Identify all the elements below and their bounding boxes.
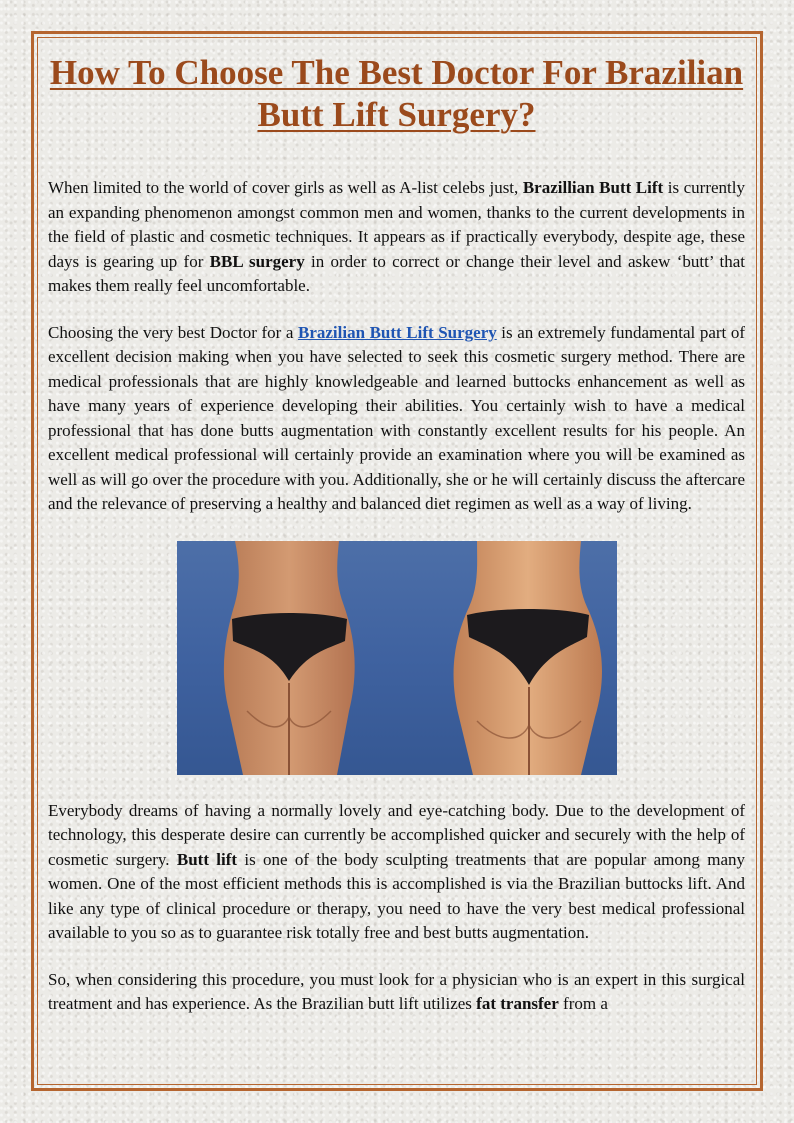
paragraph-choosing	[48, 321, 745, 517]
paragraph-everybody-dreams	[48, 799, 745, 946]
brazilian-butt-lift-surgery-link[interactable]: Brazilian Butt Lift Surgery	[297, 322, 497, 342]
before-figure	[223, 541, 354, 775]
text-run: Everybody dreams of having a normally lovely and eye-catching body. Due to the development of technology, this desperate desire can currently be accomplished quicker and securely with the help of cosmetic surgery.	[48, 800, 745, 869]
text-run: Choosing the very best Doctor for a	[48, 322, 298, 342]
bold-term-bbl-surgery: BBL surgery	[209, 251, 305, 271]
bold-term-brazillian-butt-lift: Brazillian Butt Lift	[522, 178, 664, 197]
text-run: from a	[558, 994, 608, 1013]
bold-term-fat-transfer: fat transfer	[476, 994, 559, 1013]
before-after-photo	[177, 541, 617, 775]
photo-illustration	[177, 541, 617, 775]
text-run: So, when considering this procedure, you must look for a physician who is an expert in this surgical treatment and has experience. As the Brazilian butt lift utilizes	[48, 969, 745, 1013]
paragraph-considering	[48, 968, 745, 1017]
text-run: is one of the body sculpting treatments that are popular among many women. One of the most efficient methods this is accomplished is via the Brazilian buttocks lift. And like any type of clinical procedure or therapy, you need to have the very best medical professional available to you so as to guarantee risk totally free and best butts augmentation.	[48, 849, 745, 942]
text-run: is an extremely fundamental part of excellent decision making when you have selected to seek this cosmetic surgery method. There are medical professionals that are highly knowledgeable and learned buttocks enhancement as well as have many years of experience developing their abilities. You certainly wish to have a medical professional that has done butts augmentation with constantly excellent results for his people. An excellent medical professional will certainly provide an examination where you will be examined as well as will go over the procedure with you. Additionally, she or he will certainly discuss the aftercare and the relevance of preserving a healthy and balanced diet regimen as well as a way of living.	[48, 322, 745, 513]
bold-term-butt-lift: Butt lift	[176, 849, 238, 869]
article	[48, 52, 745, 1087]
paragraph-intro	[48, 176, 745, 299]
text-run: in order to correct or change their level and askew ‘butt’ that makes them really feel uncomfortable.	[48, 251, 745, 295]
text-run: When limited to the world of cover girls as well as A-list celebs just,	[48, 178, 523, 197]
after-figure	[453, 541, 601, 775]
article-title: How To Choose The Best Doctor For Brazilian Butt Lift Surgery?	[49, 53, 744, 134]
text-run: is currently an expanding phenomenon amongst common men and women, thanks to the current developments in the field of plastic and cosmetic techniques. It appears as if practically everybody, despite age, these days is gearing up for	[48, 178, 745, 271]
